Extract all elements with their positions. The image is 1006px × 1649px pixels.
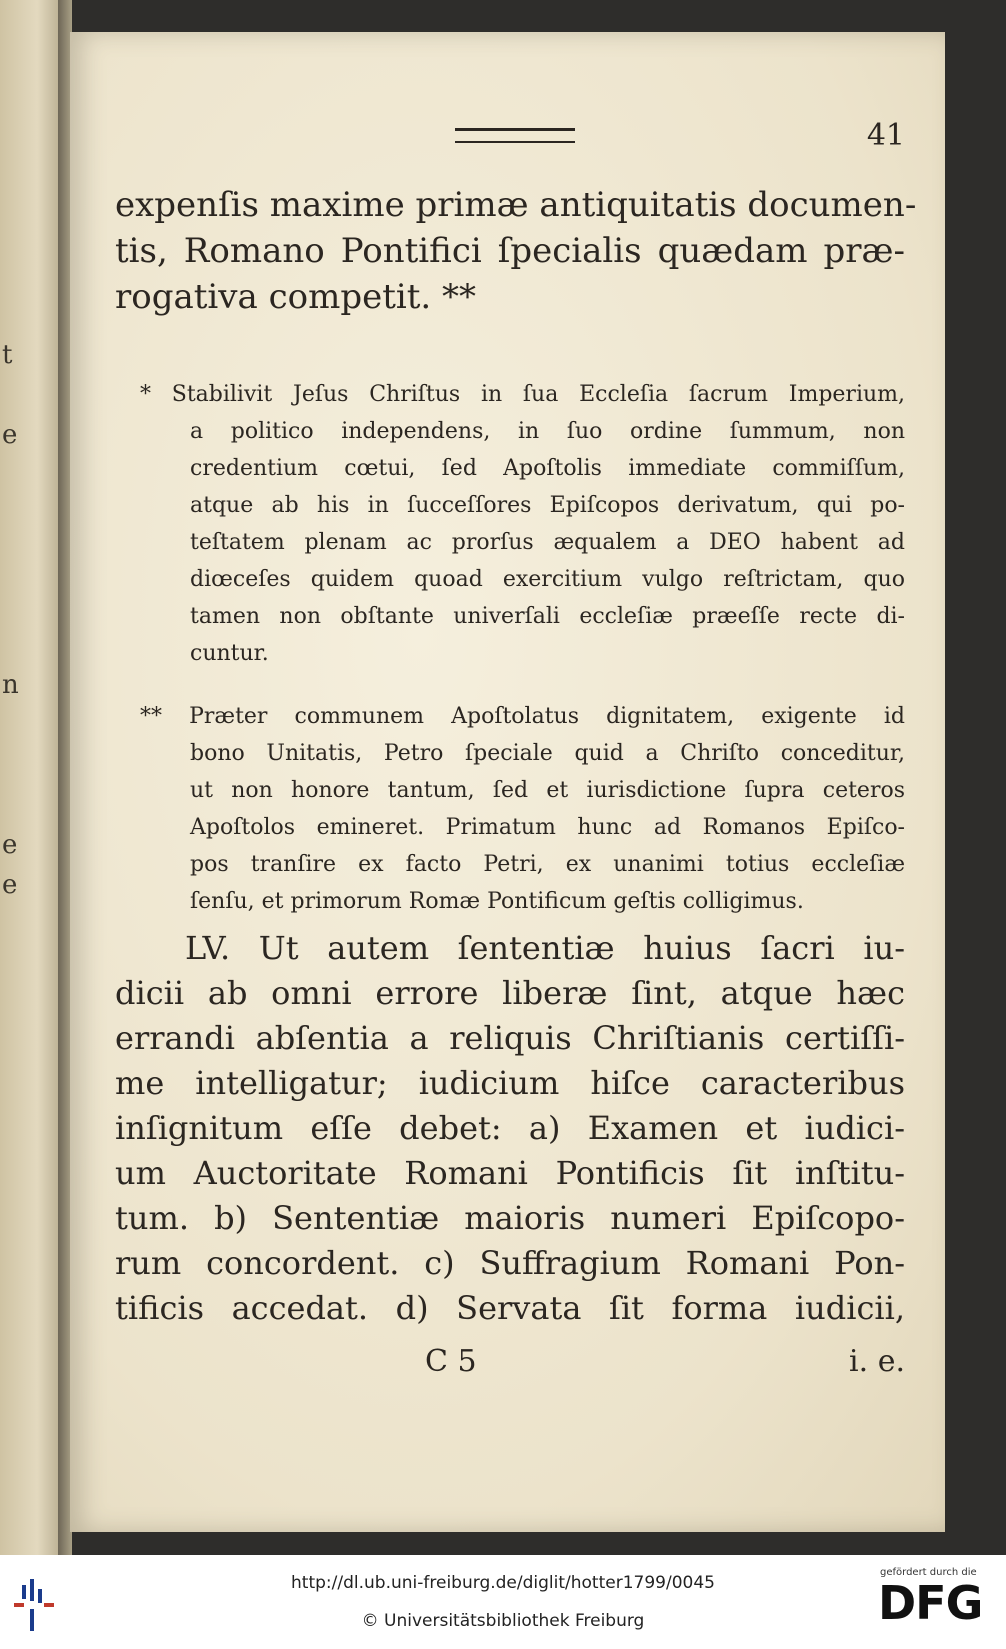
footnote-line: ſenſu, et primorum Romæ Pontificum geſtis colligimus. bbox=[190, 889, 804, 914]
signature-mark: C 5 bbox=[425, 1344, 477, 1379]
text-line: inſignitum eſſe debet: a) Examen et iudici- bbox=[115, 1109, 905, 1147]
text-line: tis, Romano Pontifici ſpecialis quædam præ- bbox=[115, 231, 905, 271]
previous-page-edge: t e n e e bbox=[0, 0, 62, 1555]
dfg-logo bbox=[878, 1567, 988, 1639]
catchline bbox=[115, 1344, 905, 1384]
text-line: tificis accedat. d) Servata ſit forma iudicii, bbox=[115, 1289, 905, 1327]
footnote-line: pos tranſire ex facto Petri, ex unanimi totius eccleſiæ bbox=[190, 852, 905, 877]
text-line: um Auctoritate Romani Pontificis ſit inſtitu- bbox=[115, 1154, 905, 1192]
dfg-caption: gefördert durch die bbox=[880, 1567, 977, 1578]
dfg-wordmark: DFG bbox=[878, 1576, 983, 1630]
text-line: tum. b) Sententiæ maioris numeri Epiſcopo- bbox=[115, 1199, 905, 1237]
footnote-line: ** Præter communem Apoſtolatus dignitatem, exigente id bbox=[140, 704, 905, 729]
catchword: i. e. bbox=[849, 1344, 905, 1379]
footnote-line: a politico independens, in ſuo ordine ſummum, non bbox=[190, 419, 905, 444]
footnote-line: Apoſtolos emineret. Primatum hunc ad Romanos Epiſco- bbox=[190, 815, 905, 840]
footnote-line: cuntur. bbox=[190, 641, 269, 666]
header-rule bbox=[455, 128, 575, 143]
document-url-link[interactable]: http://dl.ub.uni-freiburg.de/diglit/hotter1799/0045 bbox=[291, 1573, 715, 1593]
footnote-line: teſtatem plenam ac prorſus æqualem a DEO habent ad bbox=[190, 530, 905, 555]
footnote-1 bbox=[115, 376, 905, 672]
page-number: 41 bbox=[866, 118, 905, 153]
text-line: rum concordent. c) Suffragium Romani Pon- bbox=[115, 1244, 905, 1282]
footnote-line: credentium cœtui, ſed Apoſtolis immediate commiſſum, bbox=[190, 456, 905, 481]
book-page bbox=[70, 32, 945, 1532]
main-text bbox=[115, 182, 917, 320]
footnote-line: * Stabilivit Jeſus Chriſtus in ſua Eccleſia ſacrum Imperium, bbox=[140, 382, 905, 407]
text-line: rogativa competit. ** bbox=[115, 277, 477, 317]
viewer-footer bbox=[0, 1555, 1006, 1649]
footnote-line: atque ab his in ſucceſſores Epiſcopos derivatum, qui po- bbox=[190, 493, 905, 518]
section-lv bbox=[115, 926, 905, 1331]
footnote-line: ut non honore tantum, ſed et iurisdictione ſupra ceteros bbox=[190, 778, 905, 803]
copyright-text: © Universitätsbibliothek Freiburg bbox=[361, 1611, 645, 1631]
footnote-line: bono Unitatis, Petro ſpeciale quid a Chriſto conceditur, bbox=[190, 741, 905, 766]
text-line: LV. Ut autem ſententiæ huius ſacri iu- bbox=[185, 929, 905, 967]
text-line: expenſis maxime primæ antiquitatis documen- bbox=[115, 185, 917, 225]
text-line: me intelligatur; iudicium hiſce caracteribus bbox=[115, 1064, 905, 1102]
footnote-2 bbox=[115, 698, 905, 920]
text-line: dicii ab omni errore liberæ ſint, atque hæc bbox=[115, 974, 905, 1012]
footnote-line: tamen non obſtante univerſali eccleſiæ præeſſe recte di- bbox=[190, 604, 905, 629]
text-line: errandi abſentia a reliquis Chriſtianis certiſſi- bbox=[115, 1019, 905, 1057]
footnote-line: diœceſes quidem quoad exercitium vulgo reſtrictam, quo bbox=[190, 567, 905, 592]
